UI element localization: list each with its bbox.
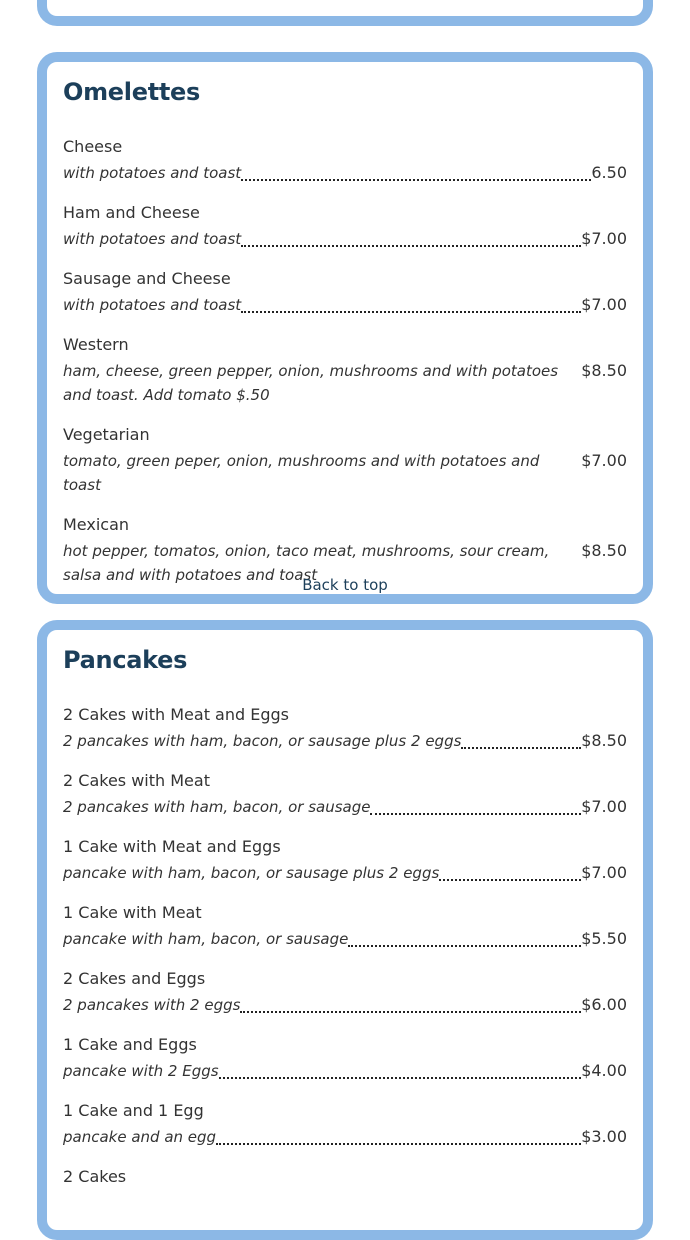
pancakes-section — [37, 620, 653, 1240]
menu-item-name: 1 Cake and Eggs — [63, 1035, 197, 1054]
menu-item-price: $7.00 — [581, 295, 627, 314]
pancakes-item-list — [63, 705, 627, 1205]
menu-item — [63, 837, 627, 885]
menu-item-name: Sausage and Cheese — [63, 269, 231, 288]
section-title-pancakes: Pancakes — [63, 646, 188, 674]
omelettes-item-list — [63, 137, 627, 605]
menu-item — [63, 969, 627, 1017]
section-title-omelettes: Omelettes — [63, 78, 200, 106]
menu-item-description: 2 pancakes with 2 eggs — [63, 996, 241, 1014]
menu-item-description: ham, cheese, green pepper, onion, mushrooms and with potatoes and toast. Add tomato $.50 — [63, 362, 559, 404]
menu-item-name: 1 Cake with Meat — [63, 903, 202, 922]
menu-item — [63, 771, 627, 819]
back-to-top-link[interactable]: Back to top — [302, 576, 388, 594]
menu-item-name: 1 Cake and 1 Egg — [63, 1101, 204, 1120]
menu-item-name: 1 Cake with Meat and Eggs — [63, 837, 281, 856]
menu-item-price: $8.50 — [581, 541, 627, 560]
menu-item-name: Western — [63, 335, 129, 354]
menu-item-name: Ham and Cheese — [63, 203, 200, 222]
dotted-leader — [219, 1077, 582, 1079]
menu-item — [63, 335, 627, 407]
menu-item-price: $8.50 — [581, 731, 627, 750]
menu-item-description: 2 pancakes with ham, bacon, or sausage plus 2 eggs — [63, 732, 462, 750]
menu-item — [63, 1167, 627, 1187]
menu-item-price: $7.00 — [581, 797, 627, 816]
menu-item-description: with potatoes and toast — [63, 230, 242, 248]
menu-item-description: pancake and an egg — [63, 1128, 217, 1146]
menu-item-description: with potatoes and toast — [63, 296, 242, 314]
menu-item-price: 6.50 — [591, 163, 627, 182]
menu-item — [63, 203, 627, 251]
menu-item-name: 2 Cakes and Eggs — [63, 969, 206, 988]
menu-item-price: $8.50 — [581, 361, 627, 380]
menu-item-name: 2 Cakes — [63, 1167, 127, 1186]
menu-item-description: hot pepper, tomatos, onion, taco meat, mushrooms, sour cream, salsa and with potatoes and toast — [63, 542, 550, 584]
menu-item-name: 2 Cakes with Meat — [63, 771, 210, 790]
menu-item-price: $3.00 — [581, 1127, 627, 1146]
menu-item-description: 2 pancakes with ham, bacon, or sausage — [63, 798, 371, 816]
menu-item — [63, 425, 627, 497]
menu-item-price: $7.00 — [581, 229, 627, 248]
dotted-leader — [216, 1143, 581, 1145]
dotted-leader — [461, 747, 581, 749]
dotted-leader — [241, 179, 591, 181]
menu-item — [63, 1101, 627, 1149]
menu-item — [63, 705, 627, 753]
menu-item-description: tomato, green peper, onion, mushrooms and with potatoes and toast — [63, 452, 540, 494]
dotted-leader — [370, 813, 581, 815]
dotted-leader — [241, 311, 581, 313]
dotted-leader — [241, 245, 581, 247]
menu-item-name: Mexican — [63, 515, 130, 534]
dotted-leader — [240, 1011, 581, 1013]
menu-item-description: pancake with ham, bacon, or sausage plus 2 eggs — [63, 864, 440, 882]
omelettes-section — [37, 52, 653, 604]
menu-item — [63, 137, 627, 185]
menu-item-name: 2 Cakes with Meat and Eggs — [63, 705, 289, 724]
menu-item-description: pancake with 2 Eggs — [63, 1062, 219, 1080]
menu-item-description: pancake with ham, bacon, or sausage — [63, 930, 349, 948]
menu-item-name: Vegetarian — [63, 425, 150, 444]
previous-section-card — [37, 0, 653, 26]
menu-item-price: $5.50 — [581, 929, 627, 948]
menu-item-price: $7.00 — [581, 863, 627, 882]
menu-item — [63, 269, 627, 317]
menu-item-price: $6.00 — [581, 995, 627, 1014]
menu-item-price: $4.00 — [581, 1061, 627, 1080]
dotted-leader — [439, 879, 581, 881]
menu-item-description: with potatoes and toast — [63, 164, 242, 182]
menu-item — [63, 903, 627, 951]
menu-item — [63, 1035, 627, 1083]
menu-item-price: $7.00 — [581, 451, 627, 470]
menu-item-name: Cheese — [63, 137, 123, 156]
dotted-leader — [348, 945, 581, 947]
